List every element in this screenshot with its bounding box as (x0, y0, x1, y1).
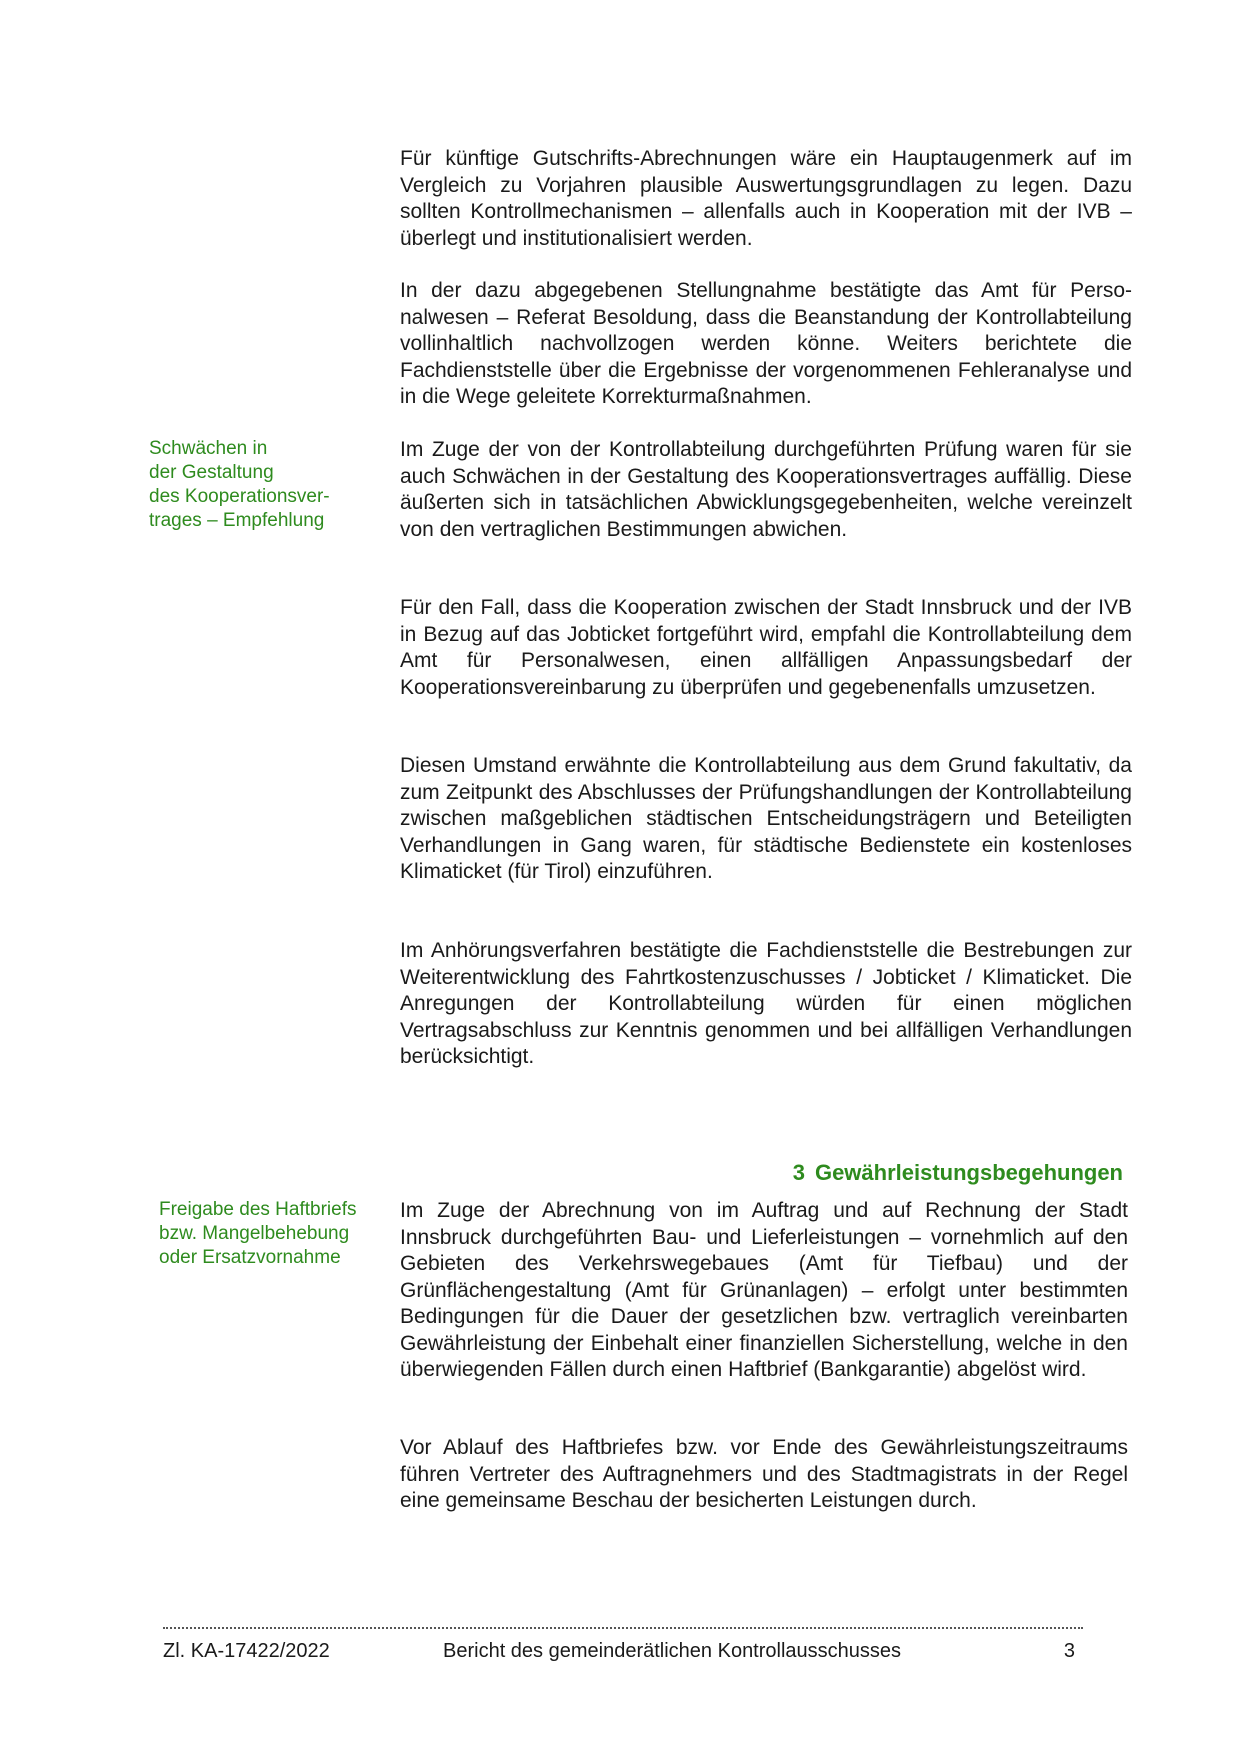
margin-note-kooperationsvertrag: Schwächen in der Gestaltung des Kooperationsver- trages – Empfehlung (149, 438, 330, 531)
paragraph-schwaechen: Im Zuge der von der Kontrollabteilung durchgeführten Prüfung waren für sie auch Schwächen in der Gestaltung des Kooperationsvertrages auffällig. Diese äußerten sich in tatsächlichen Abwicklungsgegebenheiten, welche vereinzelt von den vertraglichen Bestimmungen abwichen. (400, 438, 1132, 541)
paragraph-empfehlung: Für den Fall, dass die Kooperation zwischen der Stadt Innsbruck und der IVB in Bezug auf das Jobticket fortgeführt wird, empfahl die Kontrollabteilung dem Amt für Personalwesen, einen allfälligen Anpassungsbedarf der Kooperationsvereinbarung zu überprüfen und gegebenenfalls umzusetzen. (400, 596, 1132, 699)
footer-title: Bericht des gemeinderätlichen Kontrollausschusses (443, 1640, 902, 1662)
paragraph-abrechnung: Im Zuge der Abrechnung von im Auftrag und auf Rechnung der Stadt Innsbruck durchgeführten Bau- und Lieferleistungen – vornehmlich auf den Gebieten des Verkehrswegebaues (Amt für Tiefbau) und der Grünflächengestaltung (Amt für Grünanlagen) – erfolgt unter bestimmten Bedingungen für die Dauer der gesetzlichen bzw. vertraglich vereinbarten Gewährleistung der Einbehalt einer finanziellen Sicherstellung, welche in den überwiegenden Fällen durch einen Haftbrief (Bankgarantie) abgelöst wird. (400, 1199, 1128, 1381)
footer-reference: Zl. KA-17422/2022 (163, 1640, 330, 1662)
margin-note-haftbrief: Freigabe des Haftbriefs bzw. Mangelbehebung oder Ersatzvornahme (159, 1199, 357, 1268)
paragraph-haftbrief: Vor Ablauf des Haftbriefes bzw. vor Ende des Gewährleistungszeitraums führen Vertreter des Auftragnehmers und des Stadtmagistrats in der Regel eine gemeinsame Beschau der besicherten Leistungen durch. (400, 1436, 1128, 1512)
page-number: 3 (1063, 1640, 1075, 1662)
footer-divider (163, 1627, 1083, 1629)
section-heading (793, 1159, 1123, 1187)
paragraph-anhoerung: Im Anhörungsverfahren bestätigte die Fachdienststelle die Bestrebungen zur Weiterentwicklung des Fahrtkostenzuschusses / Jobticket / Klimaticket. Die Anregungen der Kontrollabteilung würden für einen möglichen Vertragsabschluss zur Kenntnis genommen und bei allfälligen Verhandlungen berücksichtigt. (400, 939, 1132, 1068)
paragraph-klimaticket: Diesen Umstand erwähnte die Kontrollabteilung aus dem Grund fakultativ, da zum Zeitpunkt des Abschlusses der Prüfungshandlungen der Kontrollabteilung zwischen maßgeblichen städtischen Entscheidungsträgern und Beteiligten Verhandlungen in Gang waren, für städtische Bedienstete ein kostenloses Klimaticket (für Tirol) einzuführen. (400, 754, 1132, 883)
paragraph-stellungnahme: In der dazu abgegebenen Stellungnahme bestätigte das Amt für Personalwesen – Referat Besoldung, dass die Beanstandung der Kontrollabteilung vollinhaltlich nachvollzogen werden könne. Weiters berichtete die Fachdienststelle über die Ergebnisse der vorgenommenen Fehleranalyse und in die Wege geleitete Korrekturmaßnahmen. (400, 279, 1132, 408)
paragraph-gutschrift: Für künftige Gutschrifts-Abrechnungen wäre ein Hauptaugenmerk auf im Vergleich zu Vorjahren plausible Auswertungsgrundlagen zu legen. Dazu sollten Kontrollmechanismen – allenfalls auch in Kooperation mit der IVB – überlegt und institutionalisiert werden. (400, 147, 1132, 250)
section-number: 3 (792, 1160, 805, 1185)
section-title: Gewährleistungsbegehungen (814, 1160, 1123, 1185)
